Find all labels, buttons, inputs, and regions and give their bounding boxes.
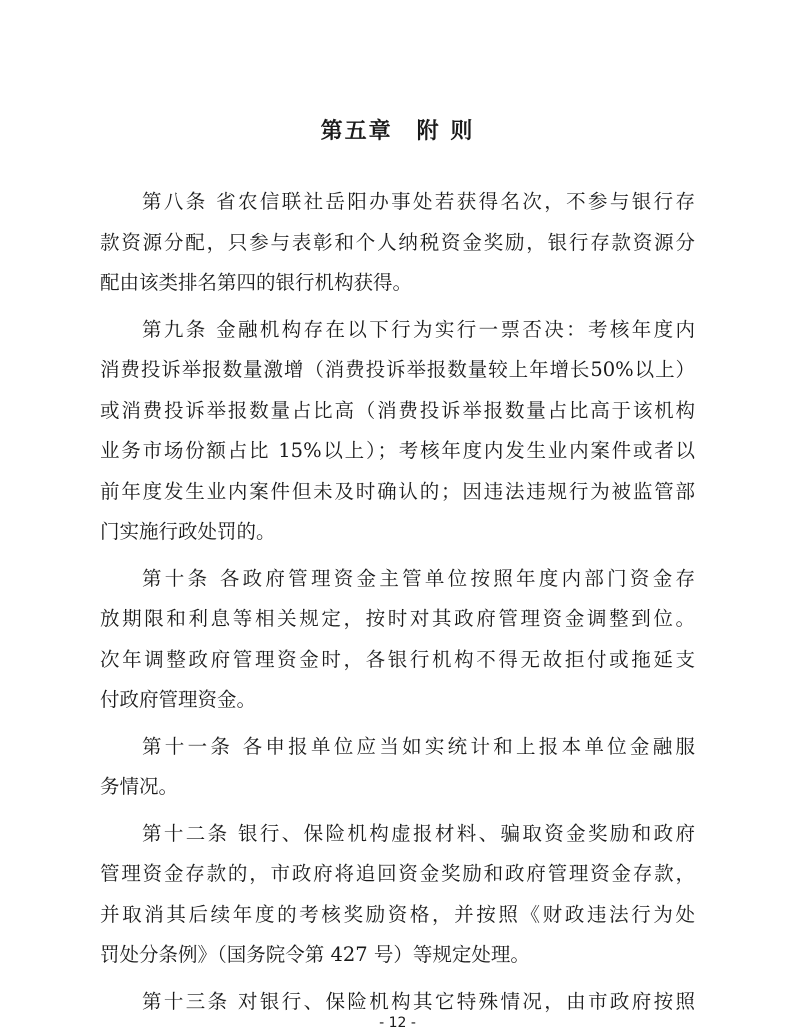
- text-line: 配由该类排名第四的银行机构获得。: [100, 271, 413, 294]
- article-10: [100, 559, 695, 721]
- chapter-title: 第五章 附 则: [320, 119, 475, 144]
- text-line: 次年调整政府管理资金时，各银行机构不得无故拒付或拖延支: [100, 647, 695, 671]
- article-11: [100, 727, 695, 808]
- text-line: 并取消其后续年度的考核奖励资格，并按照《财政违法行为处: [100, 902, 695, 926]
- article-12: [100, 814, 695, 976]
- text-line: 第十二条 银行、保险机构虚报材料、骗取资金奖励和政府: [142, 821, 695, 845]
- text-line: 付政府管理资金。: [100, 688, 257, 711]
- text-line: 前年度发生业内案件但未及时确认的；因违法违规行为被监管部: [100, 479, 695, 503]
- text-line: 业务市场份额占比 15%以上）；考核年度内发生业内案件或者以: [100, 439, 695, 462]
- document-body: [100, 182, 695, 1022]
- text-line: 门实施行政处罚的。: [100, 520, 276, 543]
- text-line: 务情况。: [100, 775, 179, 798]
- article-8: [100, 182, 695, 304]
- text-line: 罚处分条例》（国务院令第 427 号）等规定处理。: [100, 943, 530, 966]
- article-9: [100, 310, 695, 553]
- text-line: 第十三条 对银行、保险机构其它特殊情况，由市政府按照: [142, 989, 695, 1013]
- text-line: 消费投诉举报数量激增（消费投诉举报数量较上年增长50%以上）: [100, 358, 695, 381]
- text-line: 第九条 金融机构存在以下行为实行一票否决：考核年度内: [142, 317, 695, 341]
- text-line: 第十条 各政府管理资金主管单位按照年度内部门资金存: [142, 566, 695, 590]
- text-line: 管理资金存款的，市政府将追回资金奖励和政府管理资金存款，: [100, 862, 695, 885]
- text-line: 或消费投诉举报数量占比高（消费投诉举报数量占比高于该机构: [100, 398, 695, 422]
- text-line: 第八条 省农信联社岳阳办事处若获得名次，不参与银行存: [142, 190, 695, 213]
- text-line: 款资源分配，只参与表彰和个人纳税资金奖励，银行存款资源分: [100, 230, 695, 254]
- text-line: 放期限和利息等相关规定，按时对其政府管理资金调整到位。: [100, 607, 695, 630]
- text-line: 第十一条 各申报单位应当如实统计和上报本单位金融服: [142, 734, 695, 758]
- page-number: - 12 -: [379, 1015, 416, 1031]
